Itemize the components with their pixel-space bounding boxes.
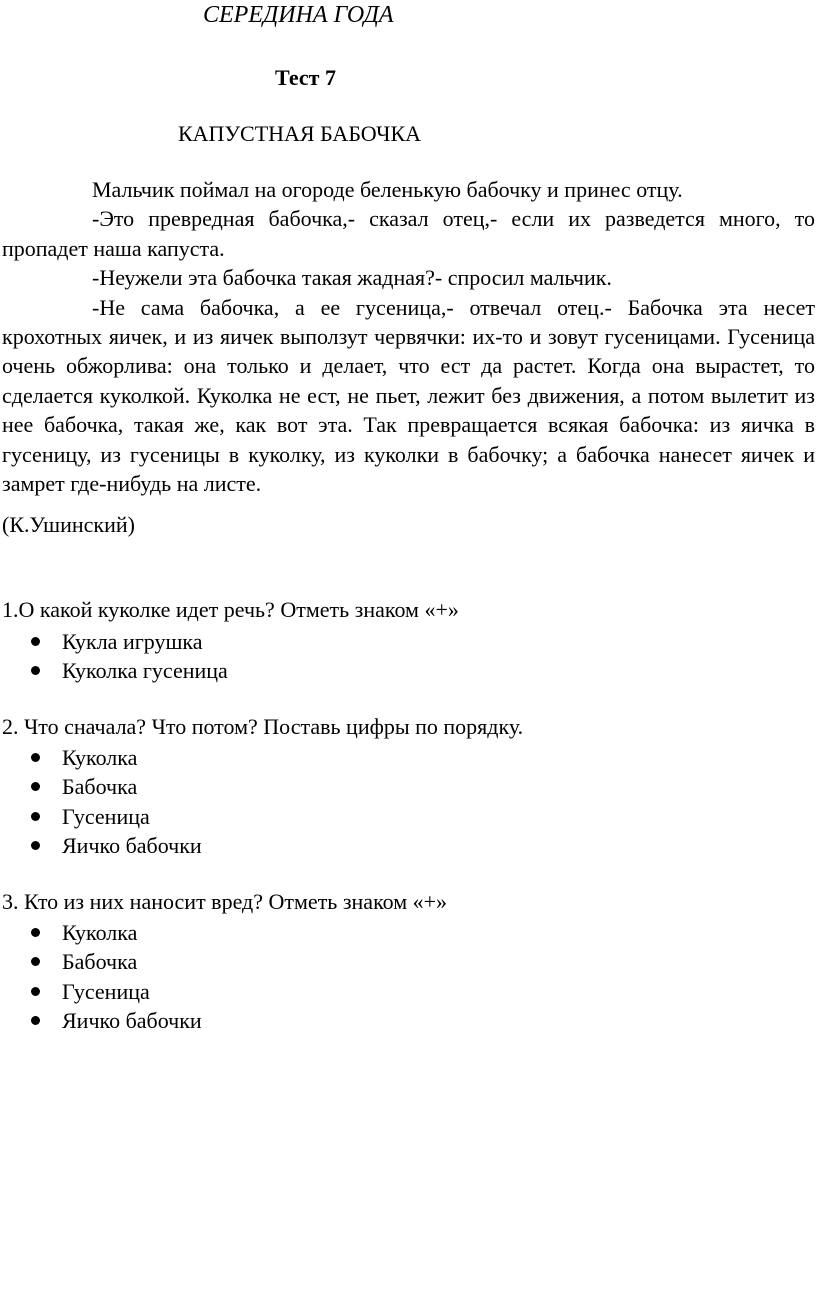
bullet-icon xyxy=(31,782,40,791)
bullet-icon xyxy=(31,1016,40,1025)
story-text xyxy=(2,175,815,498)
story-paragraph: Мальчик поймал на огороде беленькую бабочку и принес отцу. xyxy=(92,177,683,202)
option-label: Куколка xyxy=(62,745,138,770)
bullet-icon xyxy=(31,928,40,937)
bullet-icon xyxy=(31,987,40,996)
bullet-icon xyxy=(31,957,40,966)
bullet-icon xyxy=(31,753,40,762)
option-label: Бабочка xyxy=(62,949,138,975)
bullet-icon xyxy=(31,841,40,850)
option-label: Гусеница xyxy=(62,803,150,829)
bullet-icon xyxy=(31,637,40,646)
question-2: 2. Что сначала? Что потом? Поставь цифры по порядку. xyxy=(2,714,524,739)
story-author: (К.Ушинский) xyxy=(2,512,135,537)
option-label: Куколка xyxy=(62,920,138,945)
story-paragraph: -Неужели эта бабочка такая жадная?- спросил мальчик. xyxy=(92,265,612,291)
option-label: Бабочка xyxy=(62,774,138,800)
option-label: Кукла игрушка xyxy=(62,629,203,654)
question-3: 3. Кто из них наносит вред? Отметь знаком «+» xyxy=(2,889,448,914)
option-label: Гусеница xyxy=(62,978,150,1004)
option-label: Яичко бабочки xyxy=(62,833,202,859)
page-header: СЕРЕДИНА ГОДА xyxy=(203,2,394,28)
question-1: 1.О какой куколке идет речь? Отметь знаком «+» xyxy=(2,597,459,622)
option-label: Куколка гусеница xyxy=(62,658,228,684)
bullet-icon xyxy=(31,666,40,675)
story-title: КАПУСТНАЯ БАБОЧКА xyxy=(178,121,421,146)
story-paragraph: -Не сама бабочка, а ее гусеница,- отвечал отец.- Бабочка эта несет крохотных яичек, и из яичек выползут червячки: их-то и зовут гусеницами. Гусеница очень обжорлива: она только и делает, что ест да растет. Когда она вырастет, то сделается куколкой. Куколка не ест, не пьет, лежит без движения, а потом вылетит из нее бабочка, такая же, как вот эта. Так превращается всякая бабочка: из яичка в гусеницу, из гусеницы в куколку, из куколки в бабочку; а бабочка нанесет яичек и замрет где-нибудь на листе. xyxy=(2,294,815,497)
bullet-icon xyxy=(31,812,40,821)
option-label: Яичко бабочки xyxy=(62,1008,202,1034)
test-title: Тест 7 xyxy=(275,65,336,90)
story-paragraph: -Это превредная бабочка,- сказал отец,- если их разведется много, то пропадет наша капуста. xyxy=(2,206,815,261)
